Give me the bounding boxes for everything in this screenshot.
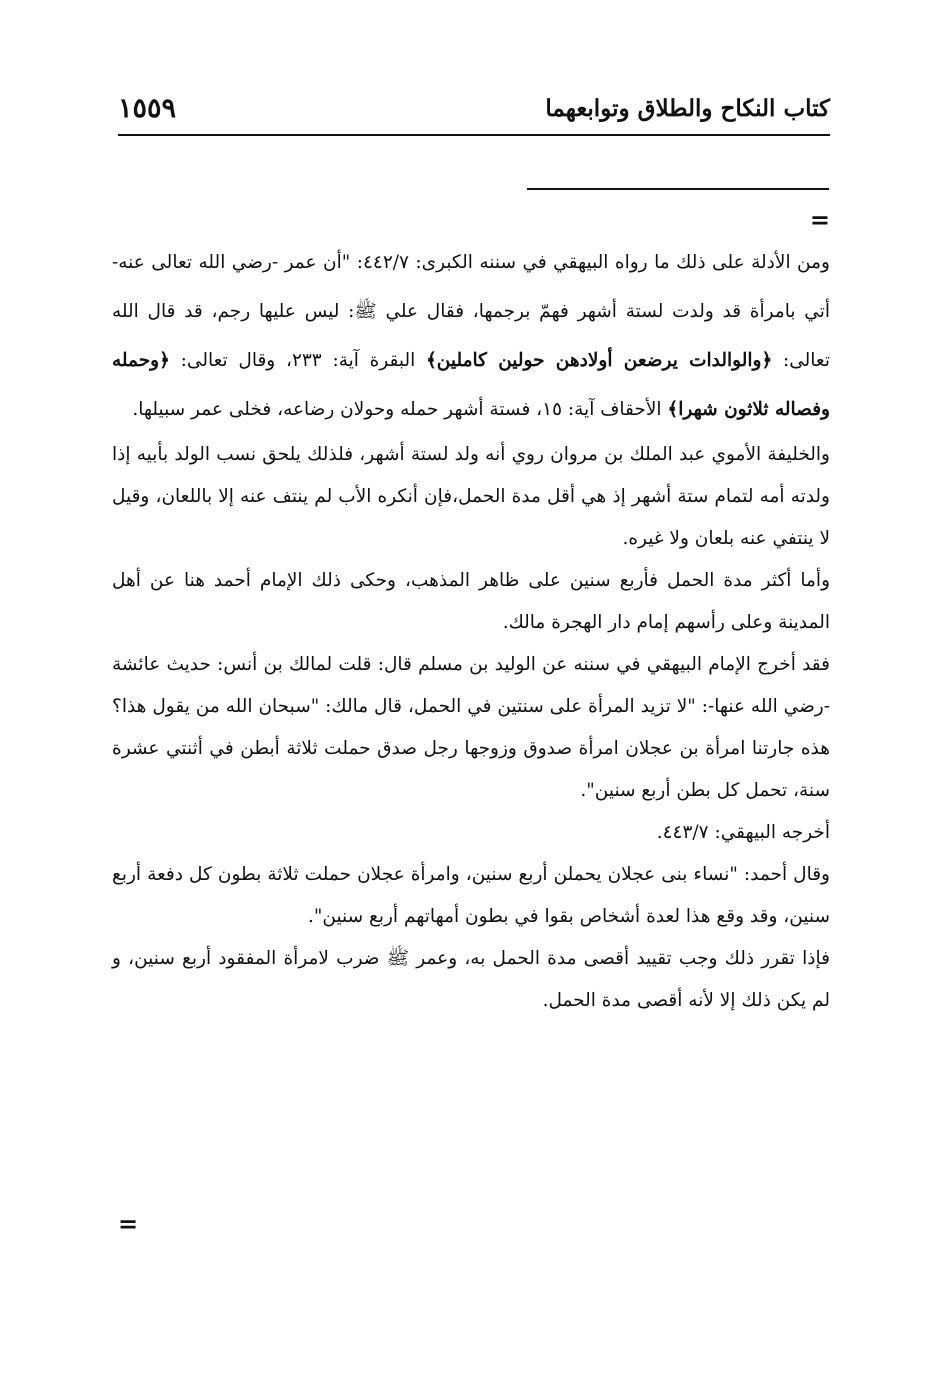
quran-verse-baqarah: ﴿والوالدات يرضعن أولادهن حولين كاملين﴾ <box>425 350 773 371</box>
paragraph-1-text-b: البقرة آية: ٢٣٣، وقال تعالى: <box>169 350 426 371</box>
paragraph-7: فإذا تقرر ذلك وجب تقييد أقصى مدة الحمل به، وعمر ﷺ ضرب لامرأة المفقود أربع سنين، و لم يكن ذلك إلا لأنه أقصى مدة الحمل. <box>112 948 830 1011</box>
footnote-separator-rule <box>527 188 829 190</box>
paragraph-1 <box>112 238 830 434</box>
paragraph-6: وقال أحمد: "نساء بنى عجلان يحملن أربع سنين، وامرأة عجلان حملت ثلاثة بطون كل دفعة أربع سنين، وقد وقع هذا لعدة أشخاص بقوا في بطون أمهاتهم أربع سنين". <box>112 864 830 927</box>
paragraph-1-text-c: الأحقاف آية: ١٥، فستة أشهر حمله وحولان رضاعه، فخلى عمر سبيلها. <box>132 399 668 420</box>
body-text <box>112 238 830 1022</box>
page-header <box>118 88 830 128</box>
quran-verse-ahqaf: ﴿وحمله وفصاله ثلاثون شهرا﴾ <box>112 350 830 420</box>
page-number: ١٥٥٩ <box>118 92 177 124</box>
paragraph-1-text-a: ومن الأدلة على ذلك ما رواه البيهقي في سننه الكبرى: ٤٤٢/٧: "أن عمر -رضي الله تعالى عنه- أتي بامرأة قد ولدت لستة أشهر فهمّ برجمها، فقال علي ﷺ: ليس عليها رجم، قد قال الله تعالى: <box>112 252 830 371</box>
header-rule <box>118 134 830 136</box>
paragraph-5: أخرجه البيهقي: ٤٤٣/٧. <box>656 822 830 843</box>
paragraph-4: فقد أخرج الإمام البيهقي في سننه عن الوليد بن مسلم قال: قلت لمالك بن أنس: حديث عائشة -رضي الله عنها-: "لا تزيد المرأة على سنتين في الحمل، قال مالك: "سبحان الله من يقول هذا؟ هذه جارتنا امرأة بن عجلان امرأة صدوق وزوجها رجل صدق حملت ثلاثة أبطن في أثنتي عشرة سنة، تحمل كل بطن أربع سنين". <box>112 654 830 801</box>
continuation-mark: = <box>809 205 830 234</box>
paragraph-2: والخليفة الأموي عبد الملك بن مروان روي أنه ولد لستة أشهر، فلذلك يلحق نسب الولد بأبيه إذا ولدته أمه لتمام ستة أشهر إذ هي أقل مدة الحمل،فإن أنكره الأب لم ينتف عنه إلا باللعان، وقيل لا ينتفي عنه بلعان ولا غيره. <box>112 444 830 549</box>
running-title: كتاب النكاح والطلاق وتوابعهما <box>545 94 830 122</box>
end-mark: = <box>118 1209 139 1238</box>
paragraph-3: وأما أكثر مدة الحمل فأربع سنين على ظاهر المذهب، وحكى ذلك الإمام أحمد هنا عن أهل المدينة وعلى رأسهم إمام دار الهجرة مالك. <box>112 570 830 633</box>
